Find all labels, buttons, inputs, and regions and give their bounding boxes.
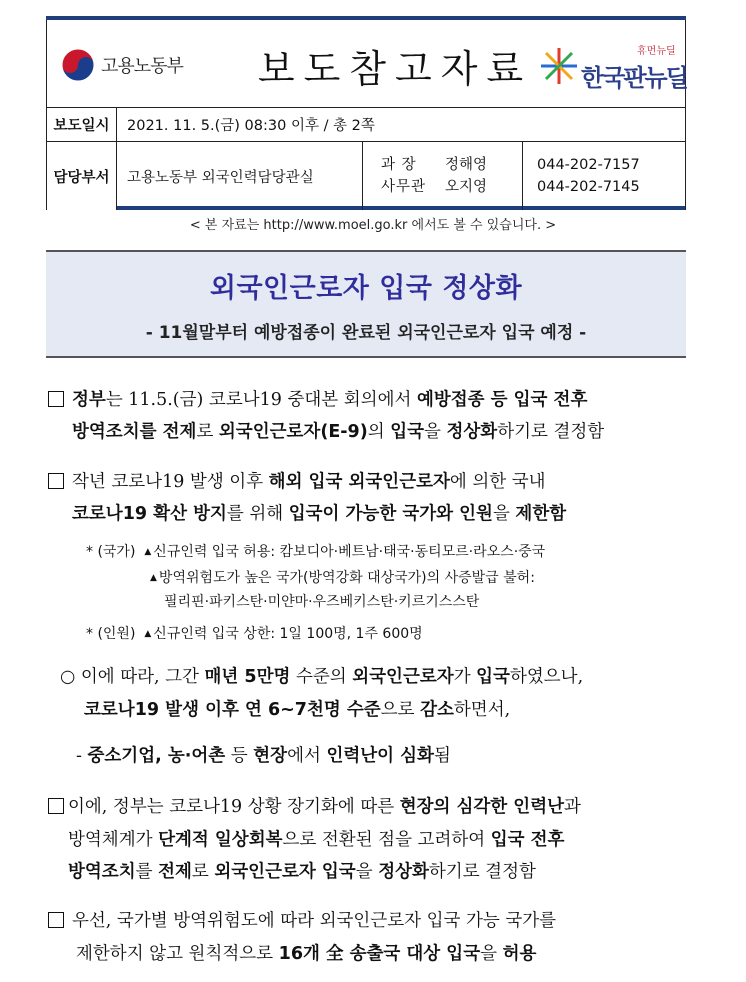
contact-phones [523, 142, 687, 210]
text: 하였으나, [509, 667, 584, 687]
paragraph-4 [76, 742, 451, 767]
text-bold: 방역조치를 전제 [72, 422, 197, 442]
text: 을 [480, 944, 503, 964]
header-top [46, 20, 686, 108]
text: 과 [564, 797, 581, 817]
text: 을 [355, 862, 379, 882]
text-bold: 감소 [420, 700, 454, 720]
text-bold: 허용 [502, 944, 537, 964]
text-bold: 코로나19 확산 방지 [72, 504, 227, 524]
text: 하기로 결정함 [497, 422, 605, 442]
text-bold: 정부 [72, 390, 106, 410]
checkbox-bullet-icon [48, 473, 64, 489]
paragraph-6-line-2 [76, 940, 536, 965]
text: 하기로 결정함 [428, 862, 536, 882]
text-bold: 입국 [476, 667, 510, 687]
text: 방역체계가 [68, 830, 159, 850]
headline-title: 외국인근로자 입국 정상화 [209, 273, 523, 304]
headline-box [46, 250, 686, 358]
text-bold: 외국인근로자 [352, 667, 454, 687]
text: 을 [424, 422, 447, 442]
contact-person [381, 154, 487, 176]
note-label: * (인원) [86, 626, 136, 642]
contact-phone: 044-202-7145 [537, 179, 640, 195]
text-bold: 정상화 [446, 422, 498, 442]
new-deal-star-icon [539, 46, 579, 86]
website-notice: < 본 자료는 http://www.moel.go.kr 에서도 볼 수 있습니다. > [189, 218, 557, 233]
contact-name: 정해영 [445, 157, 488, 173]
triangle-bullet-icon: ▲ [144, 629, 152, 639]
paragraph-1-line-1 [48, 386, 587, 411]
text-bold: 입국 [390, 422, 425, 442]
text: 로 [196, 422, 219, 442]
department-value: 고용노동부 외국인력담당관실 [117, 142, 363, 210]
note-country-line-3: 필리핀·파키스탄·미얀마·우즈베키스탄·키르기스스탄 [164, 594, 480, 610]
text-bold: 입국 전후 [490, 830, 565, 850]
headline-subtitle: - 11월말부터 예방접종이 완료된 외국인근로자 입국 예정 - [145, 323, 587, 343]
paragraph-2-line-2 [72, 500, 566, 525]
text-bold: 외국인근로자(E-9) [218, 422, 368, 442]
contact-phone: 044-202-7157 [537, 157, 640, 173]
triangle-bullet-icon: ▲ [144, 547, 152, 557]
text-bold: 매년 5만명 [204, 667, 291, 687]
department-label: 담당부서 [47, 142, 117, 210]
paragraph-5-line-1 [48, 793, 581, 818]
text-bold: 중소기업, 농·어촌 [87, 746, 226, 766]
text: 이에, 정부는 코로나19 상황 장기화에 따른 [68, 797, 400, 817]
text: 제한하지 않고 원칙적으로 [76, 944, 279, 964]
paragraph-3-line-1 [60, 663, 583, 688]
text: 됨 [433, 746, 451, 766]
text: 에 의한 국내 [449, 472, 546, 492]
text: 으로 [380, 700, 421, 720]
text: 에서 [287, 746, 327, 766]
text: 로 [191, 862, 215, 882]
ministry-logo [61, 44, 231, 84]
text: ○ 이에 따라, 그간 [60, 667, 205, 687]
paragraph-1-line-2 [72, 418, 604, 443]
text-bold: 해외 입국 외국인근로자 [268, 472, 450, 492]
text: 우선, 국가별 방역위험도에 따라 외국인근로자 입국 가능 국가를 [72, 911, 557, 931]
contact-role: 과 장 [381, 157, 417, 173]
note-text: 방역위험도가 높은 국가(방역강화 대상국가)의 사증발급 불허: [158, 570, 535, 586]
release-date-value: 2021. 11. 5.(금) 08:30 이후 / 총 2쪽 [127, 118, 375, 134]
text: 의 [367, 422, 391, 442]
paragraph-6-line-1 [48, 907, 556, 932]
release-date-row [46, 108, 686, 142]
text-bold: 제한함 [515, 504, 567, 524]
text: 작년 코로나19 발생 이후 [72, 472, 269, 492]
text: 가 [453, 667, 477, 687]
text-bold: 인력난이 심화 [326, 746, 434, 766]
release-date-label: 보도일시 [47, 108, 117, 141]
brand-subtitle: 휴먼뉴딜 [637, 46, 676, 57]
contact-names [363, 142, 523, 210]
text: 는 11.5.(금) 코로나19 중대본 회의에서 [105, 390, 417, 410]
note-country-line-1 [86, 541, 545, 561]
paragraph-3-line-2 [84, 696, 510, 721]
text-bold: 코로나19 발생 이후 연 6~7천명 수준 [84, 700, 381, 720]
text-bold: 외국인근로자 입국 [214, 862, 356, 882]
note-text: 신규인력 입국 상한: 1일 100명, 1주 600명 [153, 626, 423, 642]
checkbox-bullet-icon [48, 912, 64, 928]
department-row [46, 142, 686, 210]
text: 을 [492, 504, 516, 524]
text: 수준의 [290, 667, 353, 687]
text-bold: 예방접종 등 입국 전후 [416, 390, 588, 410]
text-bold: 정상화 [378, 862, 429, 882]
paragraph-5-line-2 [68, 826, 564, 851]
ministry-name: 고용노동부 [101, 56, 183, 77]
contact-name: 오지영 [445, 179, 488, 195]
note-country-line-2 [150, 567, 535, 587]
text-bold: 현장 [253, 746, 288, 766]
text-bold: 입국이 가능한 국가와 인원 [288, 504, 493, 524]
paragraph-2-line-1 [48, 468, 546, 493]
note-people [86, 623, 423, 643]
text-bold: 현장의 심각한 인력난 [399, 797, 565, 817]
checkbox-bullet-icon [48, 798, 64, 814]
press-header [46, 16, 686, 210]
paragraph-5-line-3 [68, 858, 536, 883]
checkbox-bullet-icon [48, 391, 64, 407]
contact-person [381, 176, 487, 198]
brand-name: 한국판뉴딜 [581, 64, 687, 92]
text-bold: 방역조치 [68, 862, 136, 882]
text-bold: 16개 全 송출국 대상 입국 [278, 944, 481, 964]
text: 를 위해 [226, 504, 289, 524]
triangle-bullet-icon: ▲ [150, 573, 157, 583]
note-label: * (국가) [86, 544, 136, 560]
text: 하면서, [453, 700, 511, 720]
doc-title: 보도참고자료 [257, 47, 533, 91]
note-text: 신규인력 입국 허용: 캄보디아·베트남·태국·동티모르·라오스·중국 [153, 544, 546, 560]
text: 으로 전환된 점을 고려하여 [282, 830, 491, 850]
text-bold: 단계적 일상회복 [158, 830, 283, 850]
korean-new-deal-logo [539, 36, 687, 96]
text: - [76, 746, 88, 766]
contact-role: 사무관 [381, 179, 427, 195]
text: 등 [225, 746, 254, 766]
text: 를 [135, 862, 159, 882]
taeguk-icon [61, 48, 95, 82]
text-bold: 전제 [158, 862, 192, 882]
